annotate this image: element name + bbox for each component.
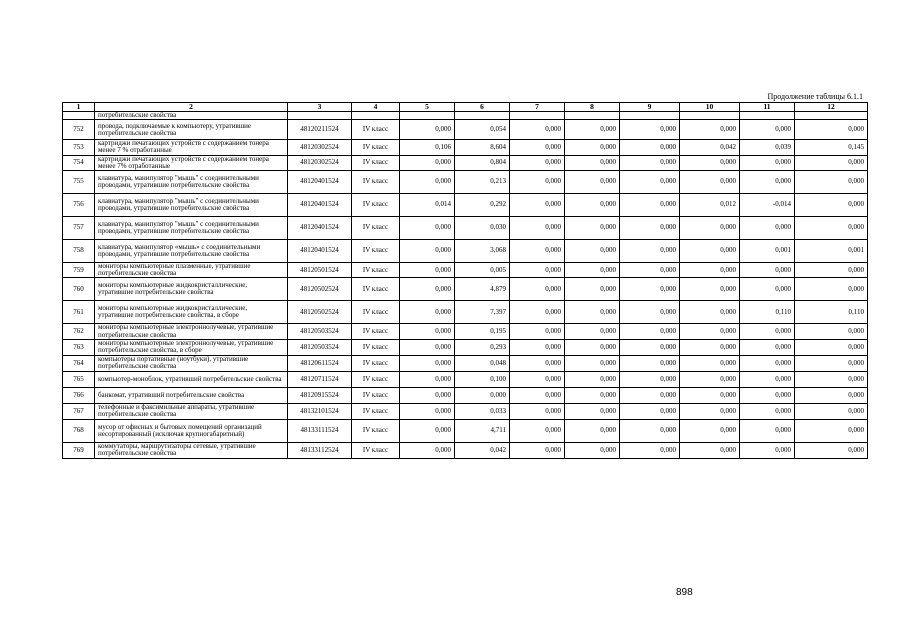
hazard-class: IV класс [352, 419, 400, 442]
fkko-code: 48133111524 [288, 419, 352, 442]
value-cell: 0,000 [400, 371, 455, 387]
value-cell: 0,000 [400, 419, 455, 442]
hazard-class: IV класс [352, 301, 400, 324]
value-cell: 0,000 [740, 339, 795, 355]
value-cell: 0,000 [795, 387, 868, 403]
value-cell: 0,000 [510, 155, 565, 170]
row-number: 765 [63, 371, 95, 387]
row-number: 760 [63, 278, 95, 301]
value-cell: 0,042 [680, 140, 740, 155]
value-cell: 0,000 [565, 263, 620, 278]
value-cell: 0,000 [400, 355, 455, 371]
fkko-code: 48120401524 [288, 194, 352, 217]
column-header: 3 [288, 103, 352, 112]
value-cell: 0,033 [455, 403, 510, 419]
column-header: 5 [400, 103, 455, 112]
value-cell: 7,397 [455, 301, 510, 324]
fkko-code: 48120503524 [288, 324, 352, 339]
value-cell: 0,000 [795, 371, 868, 387]
column-header: 1 [63, 103, 95, 112]
hazard-class: IV класс [352, 194, 400, 217]
value-cell: 0,000 [400, 442, 455, 458]
column-header: 7 [510, 103, 565, 112]
fkko-code: 48120401524 [288, 217, 352, 240]
table-caption: Продолжение таблицы 6.1.1 [767, 92, 863, 101]
value-cell: 0,000 [740, 442, 795, 458]
row-number: 758 [63, 240, 95, 263]
row-number: 757 [63, 217, 95, 240]
value-cell: 0,000 [510, 403, 565, 419]
value-cell: 8,604 [455, 140, 510, 155]
value-cell: 0,000 [400, 120, 455, 140]
hazard-class: IV класс [352, 324, 400, 339]
table-row [63, 217, 868, 240]
table-row [63, 155, 868, 170]
value-cell: 0,000 [620, 339, 680, 355]
value-cell: 0,000 [680, 403, 740, 419]
value-cell: 0,042 [455, 442, 510, 458]
value-cell: 0,000 [400, 387, 455, 403]
waste-name: телефонные и факсимильные аппараты, утратившие потребительские свойства [95, 403, 288, 419]
value-cell: 4,711 [455, 419, 510, 442]
waste-name: мониторы компьютерные электроннолучевые, утратившие потребительские свойства, в сборе [95, 339, 288, 355]
value-cell: 0,292 [455, 194, 510, 217]
column-header: 8 [565, 103, 620, 112]
value-cell: 0,000 [400, 301, 455, 324]
column-header: 9 [620, 103, 680, 112]
value-cell: 0,000 [680, 171, 740, 194]
value-cell: 0,000 [620, 120, 680, 140]
value-cell: 0,000 [510, 140, 565, 155]
hazard-class: IV класс [352, 371, 400, 387]
value-cell: 0,293 [455, 339, 510, 355]
fkko-code: 48120915524 [288, 387, 352, 403]
value-cell: 0,000 [510, 120, 565, 140]
value-cell: 0,000 [620, 403, 680, 419]
waste-name: клавиатура, манипулятор «мышь» с соединительными проводами, утратившие потребительские свойства [95, 240, 288, 263]
row-number: 768 [63, 419, 95, 442]
value-cell: 0,000 [510, 217, 565, 240]
value-cell: 0,000 [620, 171, 680, 194]
waste-name: мониторы компьютерные жидкокристаллические, утратившие потребительские свойства, в сборе [95, 301, 288, 324]
row-number: 763 [63, 339, 95, 355]
value-cell: 0,030 [455, 217, 510, 240]
column-header: 10 [680, 103, 740, 112]
value-cell: 0,048 [455, 355, 510, 371]
value-cell: 0,000 [680, 419, 740, 442]
value-cell: 0,000 [680, 240, 740, 263]
hazard-class: IV класс [352, 355, 400, 371]
table-row [63, 301, 868, 324]
value-cell: 0,000 [565, 301, 620, 324]
value-cell: 0,000 [510, 419, 565, 442]
value-cell: 0,106 [400, 140, 455, 155]
waste-name: мусор от офисных и бытовых помещений организаций несортированный (исключая крупногабаритный) [95, 419, 288, 442]
fkko-code: 48120302524 [288, 155, 352, 170]
table-row [63, 442, 868, 458]
value-cell: 0,000 [740, 371, 795, 387]
value-cell: 0,000 [620, 371, 680, 387]
value-cell: 3,068 [455, 240, 510, 263]
hazard-class: IV класс [352, 442, 400, 458]
value-cell: 0,000 [795, 278, 868, 301]
column-header: 4 [352, 103, 400, 112]
value-cell: 0,000 [510, 194, 565, 217]
value-cell: 0,000 [565, 355, 620, 371]
value-cell: 0,000 [565, 371, 620, 387]
value-cell: 0,000 [740, 387, 795, 403]
value-cell: 0,000 [565, 171, 620, 194]
continuation-row [63, 112, 868, 120]
value-cell: 0,000 [565, 194, 620, 217]
table-row [63, 403, 868, 419]
row-number: 752 [63, 120, 95, 140]
column-header: 12 [795, 103, 868, 112]
value-cell: 0,000 [510, 387, 565, 403]
value-cell: 0,000 [400, 155, 455, 170]
value-cell: 0,000 [795, 155, 868, 170]
data-table [62, 102, 868, 459]
value-cell: 0,000 [510, 171, 565, 194]
waste-name: картриджи печатающих устройств с содержанием тонера менее 7 % отработанные [95, 140, 288, 155]
value-cell: 0,000 [510, 278, 565, 301]
fkko-code: 48120211524 [288, 120, 352, 140]
value-cell: 0,000 [795, 339, 868, 355]
column-header: 11 [740, 103, 795, 112]
value-cell: 0,000 [510, 263, 565, 278]
value-cell: 0,000 [620, 263, 680, 278]
continuation-text: потребительские свойства [95, 112, 288, 120]
value-cell: 0,000 [680, 442, 740, 458]
value-cell: 0,000 [620, 355, 680, 371]
value-cell: 0,000 [455, 387, 510, 403]
page-number: 898 [676, 587, 693, 598]
value-cell: -0,014 [740, 194, 795, 217]
hazard-class: IV класс [352, 339, 400, 355]
value-cell: 0,000 [565, 387, 620, 403]
value-cell: 0,000 [400, 278, 455, 301]
table-row [63, 419, 868, 442]
value-cell: 0,001 [795, 240, 868, 263]
hazard-class: IV класс [352, 171, 400, 194]
value-cell: 0,000 [620, 387, 680, 403]
value-cell: 0,000 [565, 419, 620, 442]
row-number: 754 [63, 155, 95, 170]
fkko-code: 48120611524 [288, 355, 352, 371]
waste-name: клавиатура, манипулятор "мышь" с соединительными проводами, утратившие потребительские свойства [95, 194, 288, 217]
value-cell: 0,000 [680, 120, 740, 140]
fkko-code: 48120503524 [288, 339, 352, 355]
value-cell: 0,000 [510, 240, 565, 263]
waste-name: картриджи печатающих устройств с содержанием тонера менее 7% отработанные [95, 155, 288, 170]
table-row [63, 171, 868, 194]
waste-name: провода, подключаемые к компьютеру, утратившие потребительские свойства [95, 120, 288, 140]
table-row [63, 194, 868, 217]
table-row [63, 240, 868, 263]
row-number: 753 [63, 140, 95, 155]
value-cell: 0,001 [740, 240, 795, 263]
waste-name: мониторы компьютерные жидкокристаллические, утратившие потребительские свойства [95, 278, 288, 301]
value-cell: 0,000 [400, 171, 455, 194]
waste-name: мониторы компьютерные электроннолучевые, утратившие потребительские свойства [95, 324, 288, 339]
table-row [63, 120, 868, 140]
value-cell: 0,000 [400, 339, 455, 355]
value-cell: 0,000 [680, 301, 740, 324]
hazard-class: IV класс [352, 240, 400, 263]
waste-name: клавиатура, манипулятор "мышь" с соединительными проводами, утратившие потребительские свойства [95, 217, 288, 240]
value-cell: 0,000 [740, 217, 795, 240]
value-cell: 0,000 [680, 217, 740, 240]
value-cell: 0,000 [620, 140, 680, 155]
hazard-class: IV класс [352, 217, 400, 240]
value-cell: 0,000 [795, 355, 868, 371]
value-cell: 0,000 [620, 301, 680, 324]
fkko-code: 48120502524 [288, 278, 352, 301]
value-cell: 0,000 [795, 217, 868, 240]
value-cell: 0,000 [565, 278, 620, 301]
value-cell: 0,000 [565, 339, 620, 355]
value-cell: 0,000 [740, 263, 795, 278]
value-cell: 0,000 [565, 155, 620, 170]
waste-name: банкомат, утративший потребительские свойства [95, 387, 288, 403]
table-row [63, 140, 868, 155]
value-cell: 0,000 [740, 278, 795, 301]
value-cell: 0,000 [795, 442, 868, 458]
value-cell: 0,000 [680, 355, 740, 371]
hazard-class: IV класс [352, 263, 400, 278]
waste-name: клавиатура, манипулятор "мышь" с соединительными проводами, утратившие потребительские свойства [95, 171, 288, 194]
value-cell: 0,000 [620, 442, 680, 458]
value-cell: 0,005 [455, 263, 510, 278]
fkko-code: 48133112524 [288, 442, 352, 458]
value-cell: 0,000 [795, 403, 868, 419]
row-number: 769 [63, 442, 95, 458]
value-cell: 0,000 [565, 140, 620, 155]
value-cell: 0,000 [510, 301, 565, 324]
value-cell: 0,039 [740, 140, 795, 155]
column-header: 6 [455, 103, 510, 112]
value-cell: 0,000 [680, 324, 740, 339]
table-row [63, 371, 868, 387]
waste-name: мониторы компьютерные плазменные, утратившие потребительские свойства [95, 263, 288, 278]
table-row [63, 387, 868, 403]
value-cell: 0,000 [680, 339, 740, 355]
value-cell: 0,000 [565, 442, 620, 458]
value-cell: 0,000 [680, 278, 740, 301]
value-cell: 0,000 [620, 194, 680, 217]
value-cell: 0,000 [400, 403, 455, 419]
fkko-code: 48120502524 [288, 301, 352, 324]
value-cell: 0,000 [620, 240, 680, 263]
value-cell: 0,000 [565, 217, 620, 240]
value-cell: 0,054 [455, 120, 510, 140]
table-row [63, 324, 868, 339]
value-cell: 0,195 [455, 324, 510, 339]
row-number: 764 [63, 355, 95, 371]
hazard-class: IV класс [352, 403, 400, 419]
table-row [63, 355, 868, 371]
value-cell: 0,000 [565, 403, 620, 419]
value-cell: 0,000 [795, 194, 868, 217]
value-cell: 0,000 [620, 278, 680, 301]
value-cell: 0,000 [565, 120, 620, 140]
value-cell: 0,000 [400, 217, 455, 240]
table-row [63, 263, 868, 278]
value-cell: 0,000 [620, 155, 680, 170]
table-row [63, 339, 868, 355]
fkko-code: 48120401524 [288, 240, 352, 263]
column-header: 2 [95, 103, 288, 112]
value-cell: 0,110 [795, 301, 868, 324]
table-row [63, 278, 868, 301]
value-cell: 0,000 [400, 240, 455, 263]
value-cell: 0,000 [400, 263, 455, 278]
value-cell: 0,012 [680, 194, 740, 217]
value-cell: 0,000 [510, 442, 565, 458]
value-cell: 0,000 [740, 355, 795, 371]
value-cell: 0,000 [565, 324, 620, 339]
row-number: 766 [63, 387, 95, 403]
value-cell: 0,000 [740, 171, 795, 194]
value-cell: 0,000 [740, 155, 795, 170]
value-cell: 0,000 [510, 339, 565, 355]
value-cell: 0,000 [680, 387, 740, 403]
row-number: 759 [63, 263, 95, 278]
value-cell: 0,110 [740, 301, 795, 324]
row-number: 755 [63, 171, 95, 194]
hazard-class: IV класс [352, 155, 400, 170]
fkko-code: 48120711524 [288, 371, 352, 387]
fkko-code: 48120302524 [288, 140, 352, 155]
value-cell: 0,000 [565, 240, 620, 263]
value-cell: 0,014 [400, 194, 455, 217]
value-cell: 0,000 [620, 324, 680, 339]
row-number: 761 [63, 301, 95, 324]
value-cell: 0,000 [680, 371, 740, 387]
value-cell: 0,100 [455, 371, 510, 387]
value-cell: 0,000 [510, 355, 565, 371]
waste-name: компьютеры портативные (ноутбуки), утратившие потребительские свойства [95, 355, 288, 371]
value-cell: 0,000 [740, 419, 795, 442]
value-cell: 0,000 [795, 263, 868, 278]
value-cell: 0,000 [620, 217, 680, 240]
value-cell: 0,000 [795, 120, 868, 140]
fkko-code: 48120401524 [288, 171, 352, 194]
fkko-code: 48132101524 [288, 403, 352, 419]
value-cell: 0,804 [455, 155, 510, 170]
value-cell: 0,000 [740, 120, 795, 140]
value-cell: 0,000 [795, 171, 868, 194]
row-number: 762 [63, 324, 95, 339]
waste-name: коммутаторы, маршрутизаторы сетевые, утратившие потребительские свойства [95, 442, 288, 458]
value-cell: 0,000 [510, 324, 565, 339]
value-cell: 0,000 [400, 324, 455, 339]
value-cell: 0,000 [680, 263, 740, 278]
value-cell: 0,000 [620, 419, 680, 442]
value-cell: 0,145 [795, 140, 868, 155]
hazard-class: IV класс [352, 120, 400, 140]
row-number: 756 [63, 194, 95, 217]
fkko-code: 48120501524 [288, 263, 352, 278]
row-number: 767 [63, 403, 95, 419]
hazard-class: IV класс [352, 140, 400, 155]
value-cell: 4,879 [455, 278, 510, 301]
value-cell: 0,000 [740, 403, 795, 419]
value-cell: 0,000 [680, 155, 740, 170]
hazard-class: IV класс [352, 387, 400, 403]
header-row [63, 103, 868, 112]
value-cell: 0,000 [510, 371, 565, 387]
value-cell: 0,000 [740, 324, 795, 339]
waste-name: компьютер-моноблок, утративший потребительские свойства [95, 371, 288, 387]
value-cell: 0,000 [795, 324, 868, 339]
value-cell: 0,000 [795, 419, 868, 442]
hazard-class: IV класс [352, 278, 400, 301]
value-cell: 0,213 [455, 171, 510, 194]
